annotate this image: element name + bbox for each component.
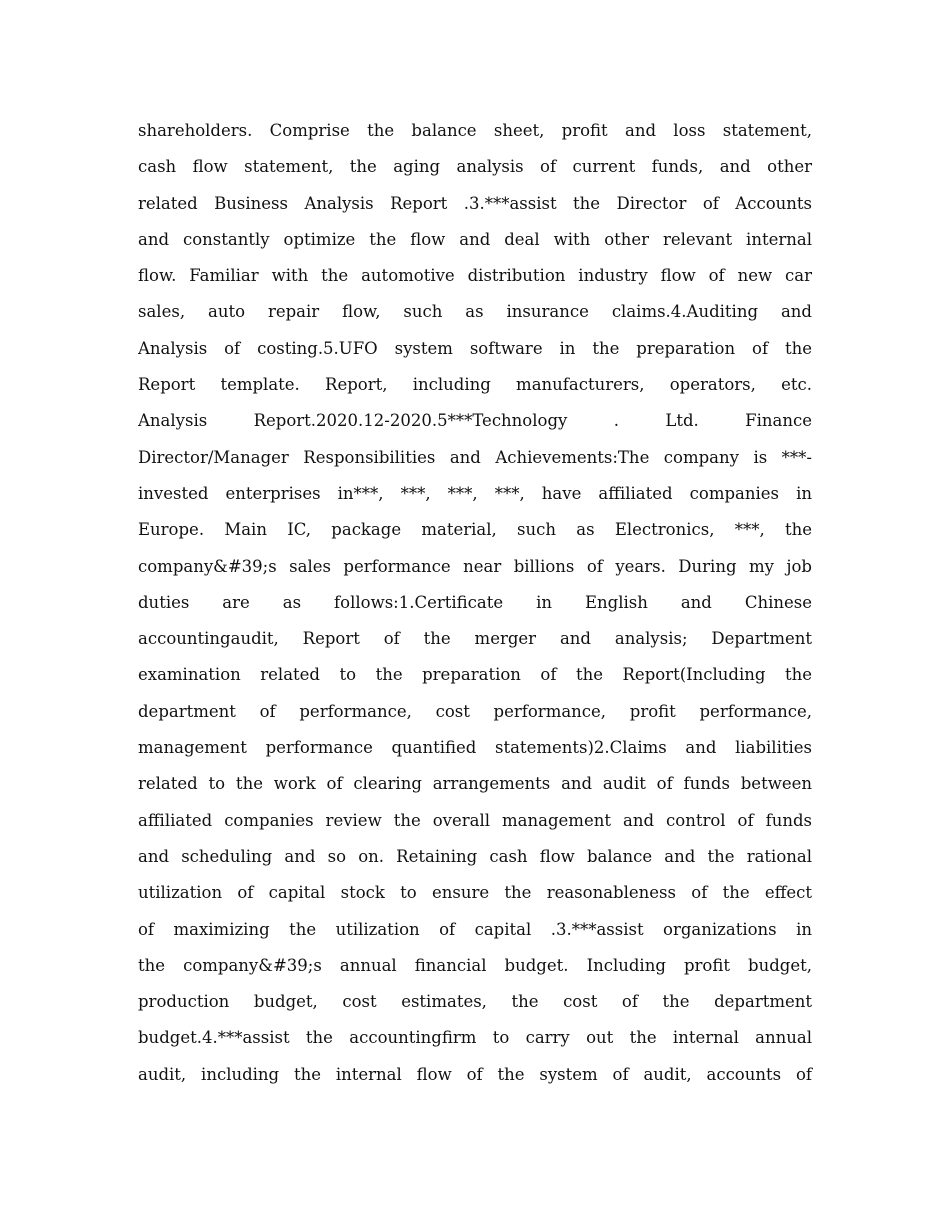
text-line: department of performance, cost performance, profit performance, bbox=[138, 701, 812, 721]
text-line: examination related to the preparation of the Report(Including the bbox=[138, 665, 812, 685]
text-line: management performance quantified statements)2.Claims and liabilities bbox=[138, 738, 812, 758]
text-line: shareholders. Comprise the balance sheet, profit and loss statement, bbox=[138, 121, 812, 140]
text-line: the company&#39;s annual financial budget. Including profit budget, bbox=[138, 955, 812, 975]
text-line: budget.4.***assist the accountingfirm to carry out the internal annual bbox=[138, 1028, 812, 1048]
text-line: production budget, cost estimates, the cost of the department bbox=[138, 992, 812, 1012]
text-line: related Business Analysis Report .3.***assist the Director of Accounts bbox=[138, 193, 812, 213]
text-line: and constantly optimize the flow and deal with other relevant internal bbox=[138, 229, 812, 249]
text-line: invested enterprises in***, ***, ***, ***, have affiliated companies in bbox=[138, 483, 812, 503]
text-line: Europe. Main IC, package material, such as Electronics, ***, the bbox=[138, 520, 812, 540]
text-line: of maximizing the utilization of capital .3.***assist organizations in bbox=[138, 919, 812, 939]
text-line: and scheduling and so on. Retaining cash flow balance and the rational bbox=[138, 846, 812, 866]
text-line: audit, including the internal flow of the system of audit, accounts of bbox=[138, 1064, 812, 1084]
text-line: accountingaudit, Report of the merger and analysis; Department bbox=[138, 629, 812, 649]
text-line: Report template. Report, including manufacturers, operators, etc. bbox=[138, 375, 812, 395]
text-line: company&#39;s sales performance near billions of years. During my job bbox=[138, 556, 812, 576]
body-text bbox=[138, 113, 812, 1093]
text-line: Analysis Report.2020.12-2020.5***Technology . Ltd. Finance bbox=[138, 411, 812, 431]
text-line: related to the work of clearing arrangements and audit of funds between bbox=[138, 774, 812, 794]
text-line: sales, auto repair flow, such as insurance claims.4.Auditing and bbox=[138, 302, 812, 322]
text-line: duties are as follows:1.Certificate in English and Chinese bbox=[138, 592, 812, 612]
text-line: Director/Manager Responsibilities and Achievements:The company is ***- bbox=[138, 447, 812, 467]
text-line: cash flow statement, the aging analysis of current funds, and other bbox=[138, 157, 812, 177]
text-line: affiliated companies review the overall management and control of funds bbox=[138, 810, 812, 830]
text-line: flow. Familiar with the automotive distribution industry flow of new car bbox=[138, 266, 812, 286]
text-line: utilization of capital stock to ensure the reasonableness of the effect bbox=[138, 883, 812, 903]
text-line: Analysis of costing.5.UFO system software in the preparation of the bbox=[138, 338, 812, 358]
